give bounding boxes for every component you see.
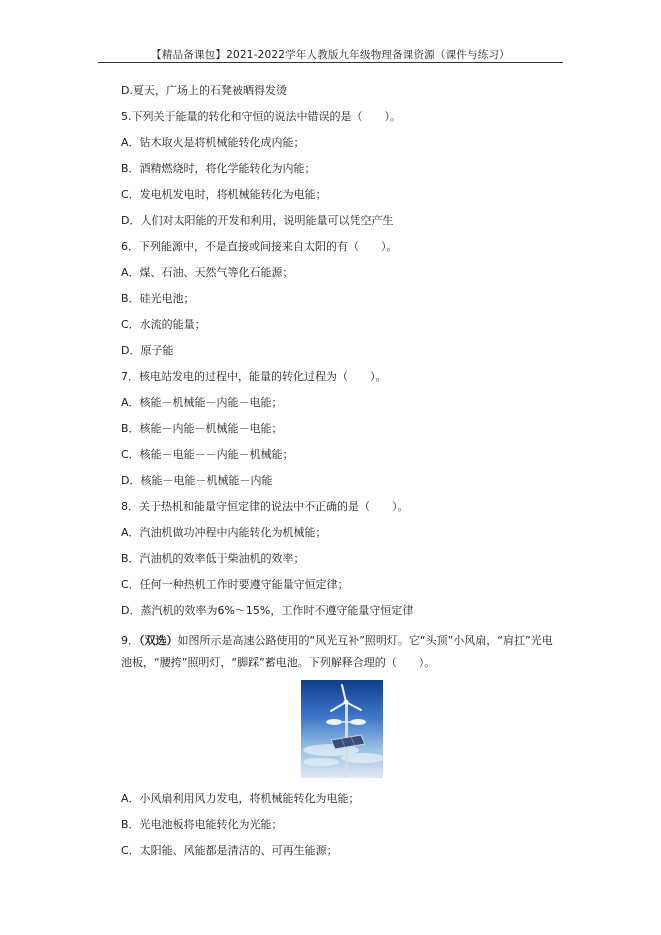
wind-solar-streetlight-photo <box>301 680 383 778</box>
option-7a: A．核能－机械能－内能－电能； <box>121 396 283 409</box>
option-5b: B．酒精燃烧时，将化学能转化为内能； <box>121 162 316 175</box>
option-7b: B．核能－内能－机械能－电能； <box>121 422 283 435</box>
option-7d: D．核能－电能－机械能－内能 <box>121 474 273 487</box>
option-9c: C．太阳能、风能都是清洁的、可再生能源； <box>121 844 338 857</box>
header-divider <box>98 62 563 63</box>
option-6c: C．水流的能量； <box>121 318 206 331</box>
option-8c: C．任何一种热机工作时要遵守能量守恒定律； <box>121 578 349 591</box>
question-5: 5.下列关于能量的转化和守恒的说法中错误的是（ ）。 <box>121 110 401 123</box>
option-8a: A．汽油机做功冲程中内能转化为机械能； <box>121 526 327 539</box>
question-9 <box>121 630 561 674</box>
option-7c: C．核能－电能－－内能－机械能； <box>121 448 294 461</box>
option-5c: C．发电机发电时，将机械能转化为电能； <box>121 188 327 201</box>
streetlight-illustration <box>301 680 383 778</box>
option-9b: B．光电池板将电能转化为光能； <box>121 818 283 831</box>
option-6d: D．原子能 <box>121 344 174 357</box>
option-6b: B．硅光电池； <box>121 292 195 305</box>
question-7: 7．核电站发电的过程中，能量的转化过程为（ ）。 <box>121 370 387 383</box>
option-8d: D．蒸汽机的效率为6%～15%，工作时不遵守能量守恒定律 <box>121 604 414 617</box>
option-9a: A．小风扇利用风力发电，将机械能转化为电能； <box>121 792 360 805</box>
option-8b: B．汽油机的效率低于柴油机的效率； <box>121 552 305 565</box>
question-9-tag: （双选） <box>139 634 178 647</box>
question-8: 8．关于热机和能量守恒定律的说法中不正确的是（ ）。 <box>121 500 409 513</box>
option-5d: D．人们对太阳能的开发和利用，说明能量可以凭空产生 <box>121 214 394 227</box>
document-body <box>121 84 561 870</box>
option-4d: D.夏天，广场上的石凳被晒得发烫 <box>121 84 287 97</box>
page-header: 【精品备课包】2021-2022学年人教版九年级物理备课资源（课件与练习） <box>151 49 510 61</box>
question-6: 6．下列能源中，不是直接或间接来自太阳的有（ ）。 <box>121 240 398 253</box>
question-9-text: 如图所示是高速公路使用的“风光互补”照明灯。它“头顶”小风扇，“肩扛”光电池板，“腰挎”照明灯，“脚踩”蓄电池。下列解释合理的（ ）。 <box>121 634 553 669</box>
option-5a: A．钻木取火是将机械能转化成内能； <box>121 136 305 149</box>
option-6a: A．煤、石油、天然气等化石能源； <box>121 266 294 279</box>
question-9-number: 9． <box>121 634 139 647</box>
